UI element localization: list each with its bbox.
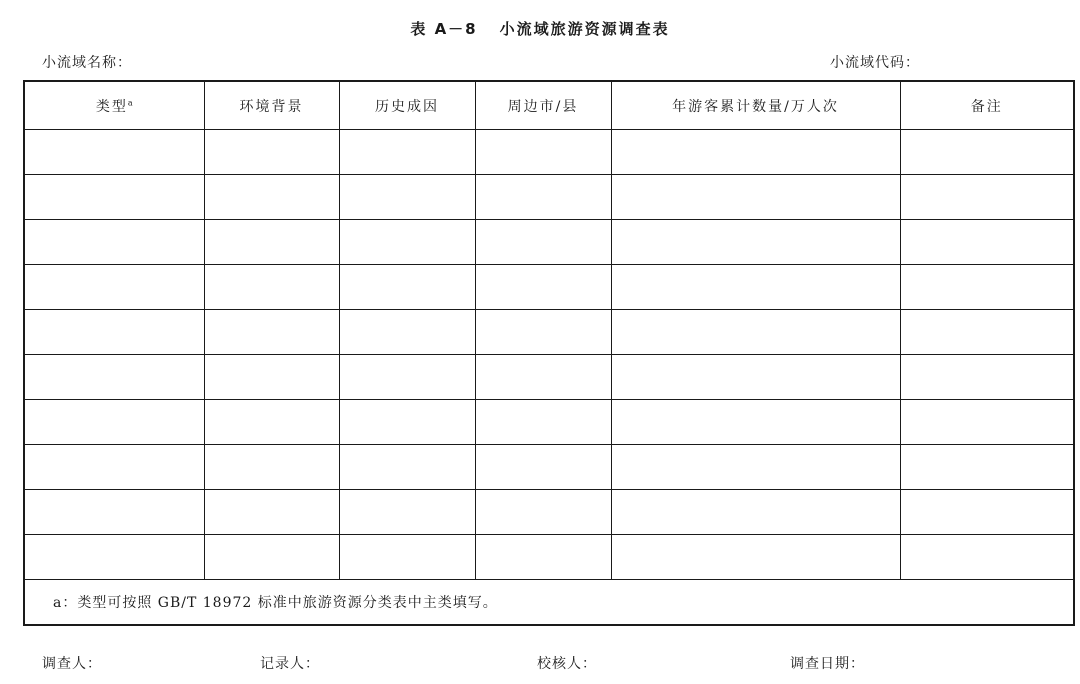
table-cell[interactable] bbox=[24, 130, 204, 175]
watershed-code-label: 小流域代码： bbox=[830, 55, 920, 71]
column-header-remarks: 备注 bbox=[900, 81, 1074, 130]
table-cell[interactable] bbox=[475, 310, 611, 355]
table-cell[interactable] bbox=[204, 490, 339, 535]
table-row bbox=[24, 130, 1074, 175]
table-cell[interactable] bbox=[24, 490, 204, 535]
table-cell[interactable] bbox=[24, 175, 204, 220]
table-cell[interactable] bbox=[204, 355, 339, 400]
table-cell[interactable] bbox=[339, 400, 475, 445]
table-cell[interactable] bbox=[339, 310, 475, 355]
column-header-history: 历史成因 bbox=[339, 81, 475, 130]
table-row bbox=[24, 445, 1074, 490]
table-cell[interactable] bbox=[900, 130, 1074, 175]
table-cell[interactable] bbox=[900, 310, 1074, 355]
footnote-row bbox=[24, 580, 1074, 626]
footnote-text: a：类型可按照 GB/T 18972 标准中旅游资源分类表中主类填写。 bbox=[24, 580, 1074, 626]
table-cell[interactable] bbox=[24, 220, 204, 265]
table-cell[interactable] bbox=[475, 400, 611, 445]
table-cell[interactable] bbox=[475, 265, 611, 310]
table-cell[interactable] bbox=[475, 535, 611, 580]
table-cell[interactable] bbox=[339, 355, 475, 400]
table-cell[interactable] bbox=[204, 265, 339, 310]
table-cell[interactable] bbox=[611, 265, 900, 310]
table-cell[interactable] bbox=[611, 220, 900, 265]
footnote-marker: a bbox=[127, 97, 133, 107]
column-header-city: 周边市/县 bbox=[475, 81, 611, 130]
table-cell[interactable] bbox=[204, 535, 339, 580]
table-cell[interactable] bbox=[24, 445, 204, 490]
table-cell[interactable] bbox=[339, 130, 475, 175]
table-cell[interactable] bbox=[339, 265, 475, 310]
table-row bbox=[24, 175, 1074, 220]
table-cell[interactable] bbox=[900, 355, 1074, 400]
table-cell[interactable] bbox=[611, 355, 900, 400]
column-header-type: 类型$^a$ bbox=[24, 81, 204, 130]
table-cell[interactable] bbox=[900, 535, 1074, 580]
table-cell[interactable] bbox=[611, 445, 900, 490]
table-body bbox=[24, 130, 1074, 626]
table-cell[interactable] bbox=[900, 445, 1074, 490]
table-cell[interactable] bbox=[475, 445, 611, 490]
table-number: 表 A－8 bbox=[410, 20, 478, 38]
table-cell[interactable] bbox=[900, 220, 1074, 265]
table-cell[interactable] bbox=[900, 490, 1074, 535]
table-cell[interactable] bbox=[204, 445, 339, 490]
table-cell[interactable] bbox=[611, 130, 900, 175]
table-cell[interactable] bbox=[24, 265, 204, 310]
table-cell[interactable] bbox=[611, 535, 900, 580]
table-header-row bbox=[24, 81, 1074, 130]
table-cell[interactable] bbox=[24, 355, 204, 400]
table-cell[interactable] bbox=[24, 535, 204, 580]
table-cell[interactable] bbox=[24, 310, 204, 355]
table-row bbox=[24, 220, 1074, 265]
watershed-name-label: 小流域名称： bbox=[42, 55, 132, 71]
table-row bbox=[24, 400, 1074, 445]
table-cell[interactable] bbox=[204, 175, 339, 220]
recorder-label: 记录人： bbox=[260, 656, 320, 672]
table-cell[interactable] bbox=[475, 130, 611, 175]
table-cell[interactable] bbox=[475, 355, 611, 400]
table-cell[interactable] bbox=[475, 220, 611, 265]
table-cell[interactable] bbox=[339, 535, 475, 580]
table-title bbox=[0, 18, 1080, 39]
table-row bbox=[24, 310, 1074, 355]
table-cell[interactable] bbox=[475, 490, 611, 535]
survey-table bbox=[23, 80, 1075, 626]
table-cell[interactable] bbox=[611, 310, 900, 355]
table-row bbox=[24, 535, 1074, 580]
table-cell[interactable] bbox=[900, 400, 1074, 445]
table-cell[interactable] bbox=[339, 220, 475, 265]
table-cell[interactable] bbox=[611, 175, 900, 220]
table-cell[interactable] bbox=[204, 130, 339, 175]
table-cell[interactable] bbox=[475, 175, 611, 220]
table-cell[interactable] bbox=[339, 175, 475, 220]
table-cell[interactable] bbox=[24, 400, 204, 445]
table-row bbox=[24, 265, 1074, 310]
investigator-label: 调查人： bbox=[42, 656, 102, 672]
table-cell[interactable] bbox=[900, 265, 1074, 310]
table-row bbox=[24, 490, 1074, 535]
column-header-environment: 环境背景 bbox=[204, 81, 339, 130]
table-cell[interactable] bbox=[900, 175, 1074, 220]
table-cell[interactable] bbox=[204, 310, 339, 355]
table-cell[interactable] bbox=[611, 400, 900, 445]
table-row bbox=[24, 355, 1074, 400]
table-cell[interactable] bbox=[339, 490, 475, 535]
table-cell[interactable] bbox=[204, 220, 339, 265]
table-title-text: 小流域旅游资源调查表 bbox=[499, 20, 670, 38]
table-cell[interactable] bbox=[204, 400, 339, 445]
column-header-visitors: 年游客累计数量/万人次 bbox=[611, 81, 900, 130]
reviewer-label: 校核人： bbox=[537, 656, 597, 672]
survey-date-label: 调查日期： bbox=[790, 656, 865, 672]
table-cell[interactable] bbox=[611, 490, 900, 535]
table-cell[interactable] bbox=[339, 445, 475, 490]
